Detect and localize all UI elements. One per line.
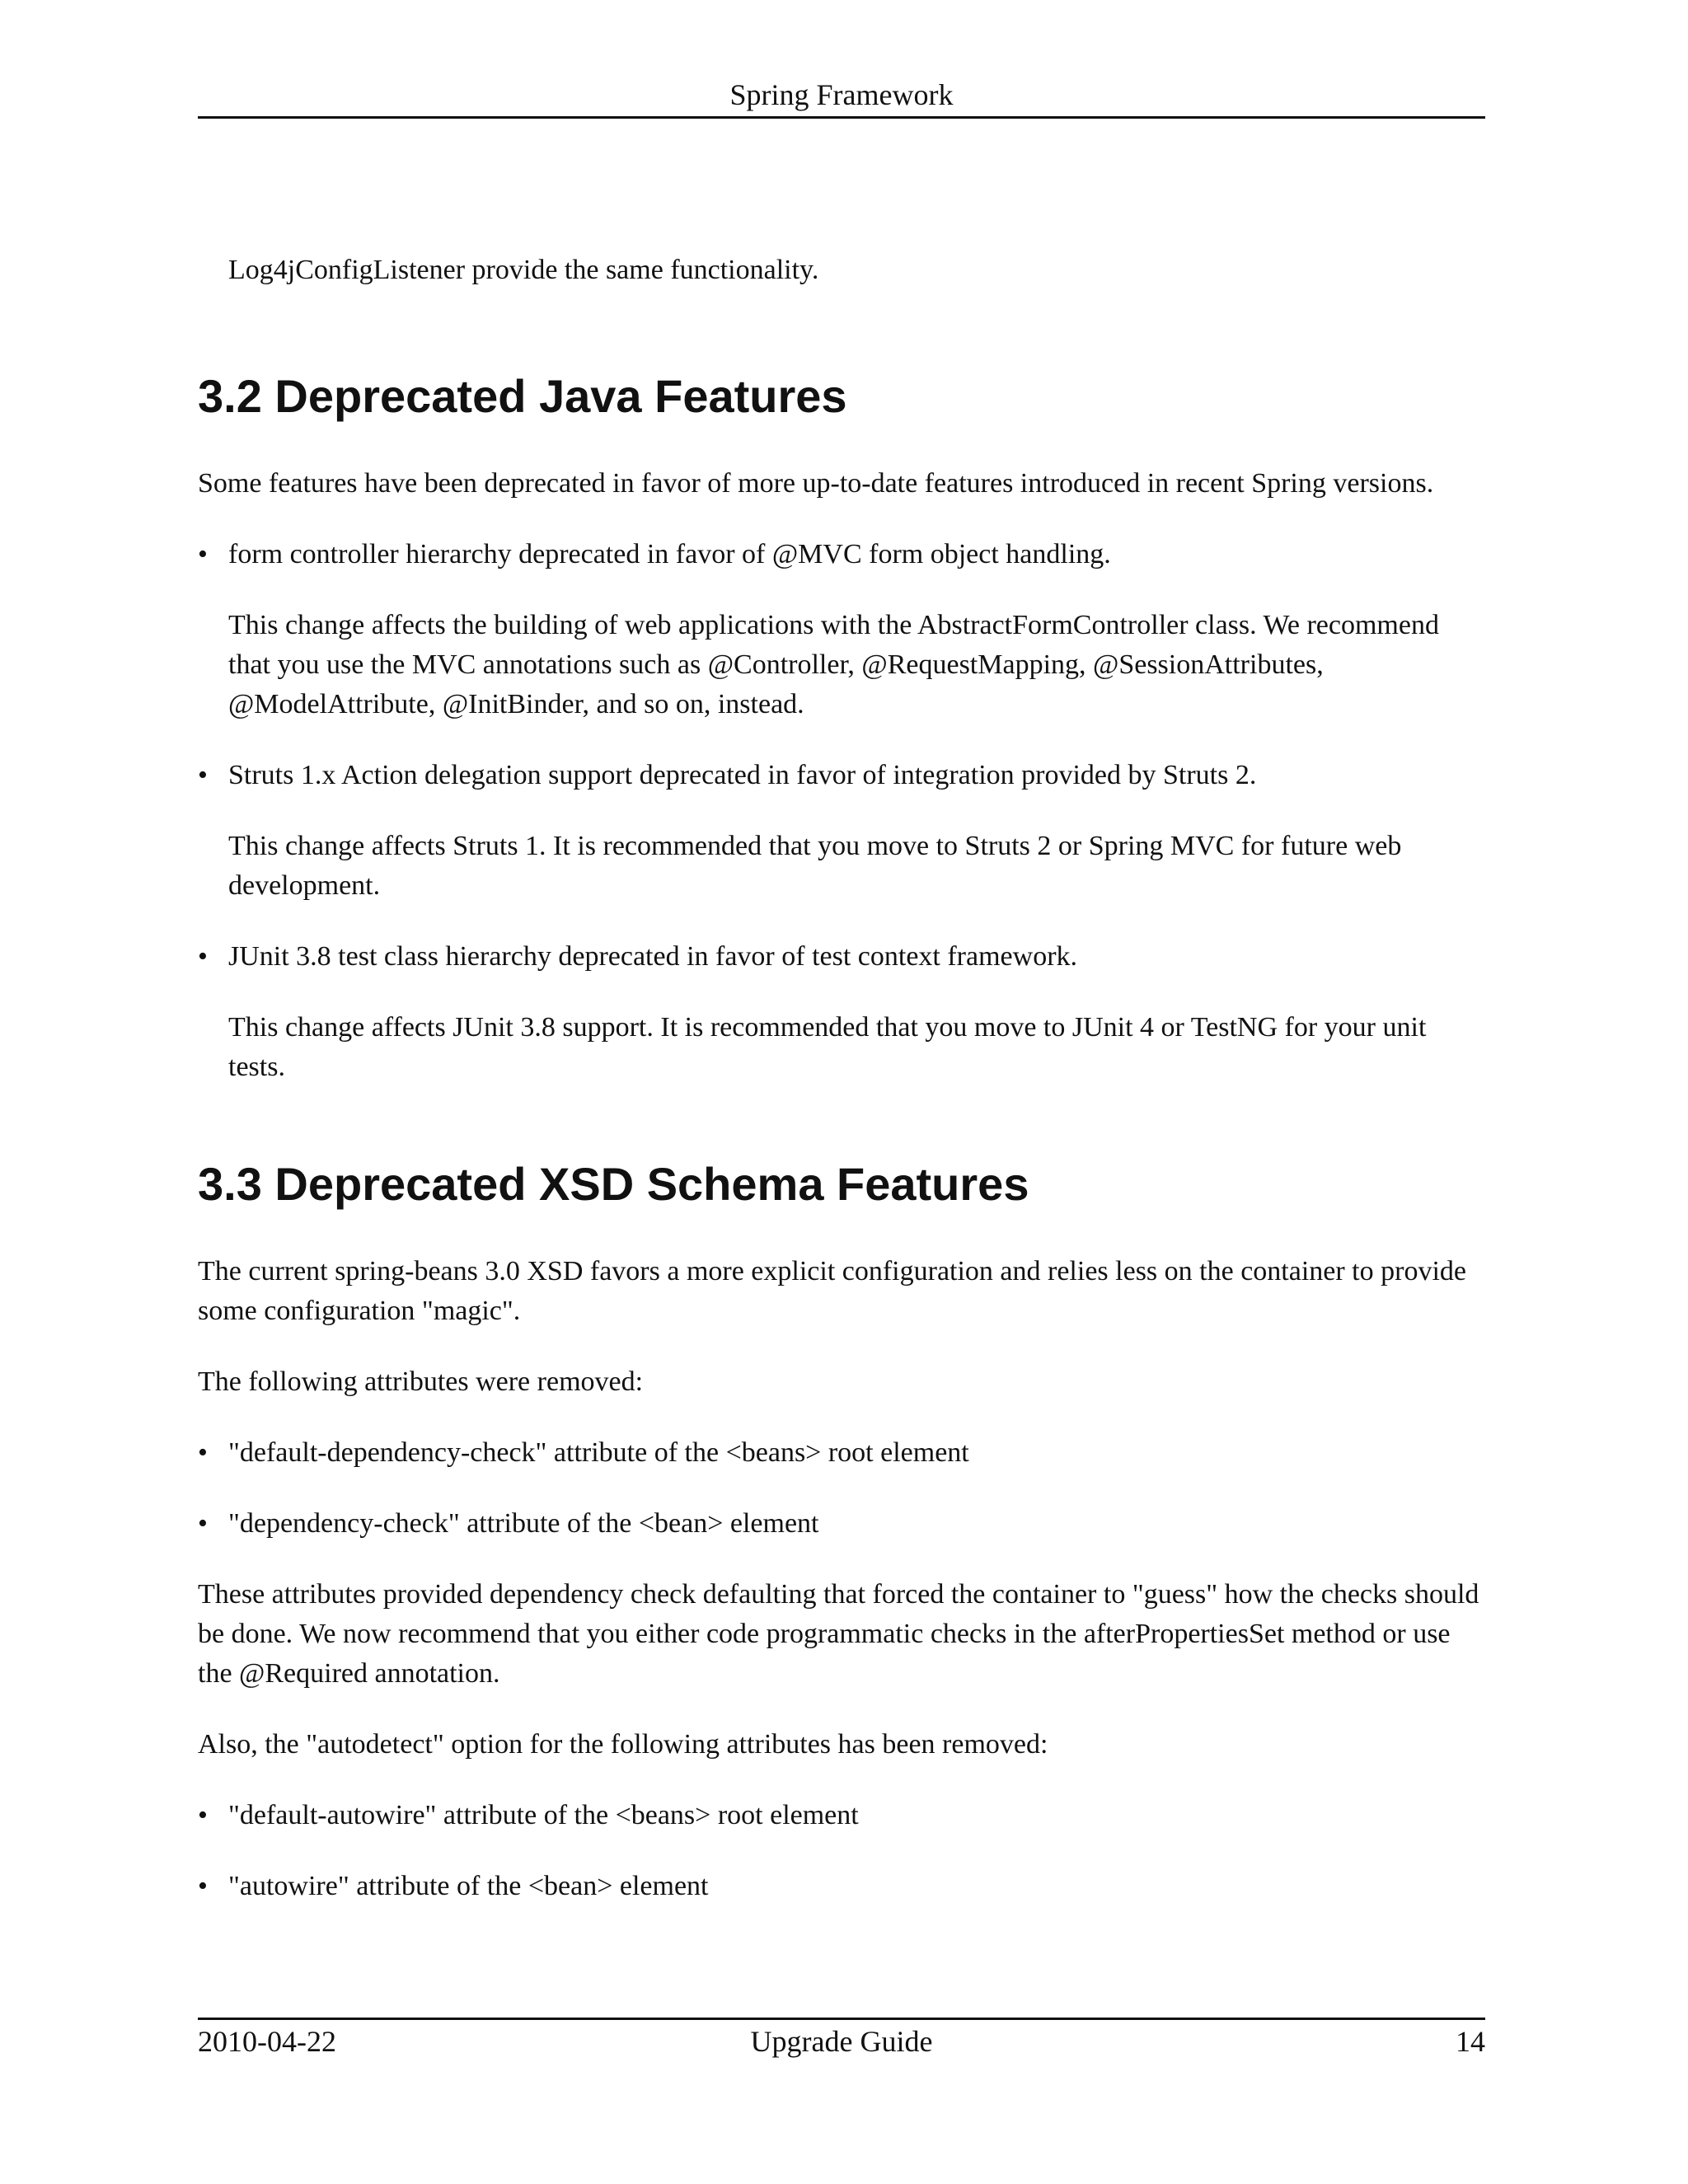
list-item-detail: This change affects JUnit 3.8 support. It is recommended that you move to JUnit 4 or TestNG for your unit tests. xyxy=(228,1012,1427,1082)
page-footer xyxy=(198,2022,1485,2060)
section-intro-paragraph: Some features have been deprecated in favor of more up-to-date features introduced in recent Spring versions. xyxy=(198,468,1434,499)
running-header: Spring Framework xyxy=(729,78,954,111)
deprecated-java-feature-list xyxy=(198,535,1485,1087)
section-heading-deprecated-xsd-features: 3.3 Deprecated XSD Schema Features xyxy=(198,1158,1029,1210)
list-item-text: JUnit 3.8 test class hierarchy deprecated in favor of test context framework. xyxy=(228,941,1078,972)
header-rule xyxy=(198,116,1485,119)
list-item-default-autowire xyxy=(198,1796,1485,1835)
page-content xyxy=(198,251,1485,1938)
bullet-icon: • xyxy=(198,1871,208,1901)
list-item-text: form controller hierarchy deprecated in favor of @MVC form object handling. xyxy=(228,539,1111,569)
list-item-dependency-check xyxy=(198,1504,1485,1544)
list-item-autowire xyxy=(198,1867,1485,1906)
bullet-icon: • xyxy=(198,539,208,569)
list-item-junit xyxy=(198,937,1485,1087)
bullet-icon: • xyxy=(198,941,208,972)
footer-rule xyxy=(198,2018,1485,2020)
list-item-struts xyxy=(198,756,1485,906)
removed-attribute-list xyxy=(198,1433,1485,1544)
continued-paragraph: Log4jConfigListener provide the same functionality. xyxy=(228,255,819,285)
footer-date: 2010-04-22 xyxy=(198,2025,336,2058)
page-number: 14 xyxy=(1456,2025,1485,2058)
bullet-icon: • xyxy=(198,760,208,790)
section-heading-deprecated-java-features: 3.2 Deprecated Java Features xyxy=(198,370,847,422)
list-item-detail: This change affects the building of web applications with the AbstractFormController class. We recommend that you use the MVC annotations such as @Controller, @RequestMapping, @SessionAttributes, @ModelAttribute, @InitBinder, and so on, instead. xyxy=(228,610,1439,719)
bullet-icon: • xyxy=(198,1800,208,1830)
list-item-default-dependency-check xyxy=(198,1433,1485,1473)
list-item-text: "default-autowire" attribute of the <beans> root element xyxy=(228,1800,859,1830)
list-item-text: "dependency-check" attribute of the <bean> element xyxy=(228,1508,819,1539)
list-item-form-controller xyxy=(198,535,1485,724)
list-item-text: "autowire" attribute of the <bean> element xyxy=(228,1871,709,1901)
footer-guide-title: Upgrade Guide xyxy=(750,2025,933,2058)
autodetect-attribute-list xyxy=(198,1796,1485,1906)
bullet-icon: • xyxy=(198,1508,208,1539)
list-item-text: Struts 1.x Action delegation support deprecated in favor of integration provided by Struts 2. xyxy=(228,760,1257,790)
removed-attributes-heading: The following attributes were removed: xyxy=(198,1366,644,1397)
list-item-text: "default-dependency-check" attribute of the <beans> root element xyxy=(228,1437,969,1468)
list-item-detail: This change affects Struts 1. It is recommended that you move to Struts 2 or Spring MVC for future web development. xyxy=(228,831,1402,901)
dependency-check-explanation: These attributes provided dependency check defaulting that forced the container to "guess" how the checks should be done. We now recommend that you either code programmatic checks in the afterPropertiesSet method or use the @Required annotation. xyxy=(198,1579,1479,1689)
bullet-icon: • xyxy=(198,1437,208,1468)
section-intro-paragraph: The current spring-beans 3.0 XSD favors a more explicit configuration and relies less on the container to provide some configuration "magic". xyxy=(198,1256,1466,1326)
autodetect-heading: Also, the "autodetect" option for the following attributes has been removed: xyxy=(198,1729,1048,1760)
